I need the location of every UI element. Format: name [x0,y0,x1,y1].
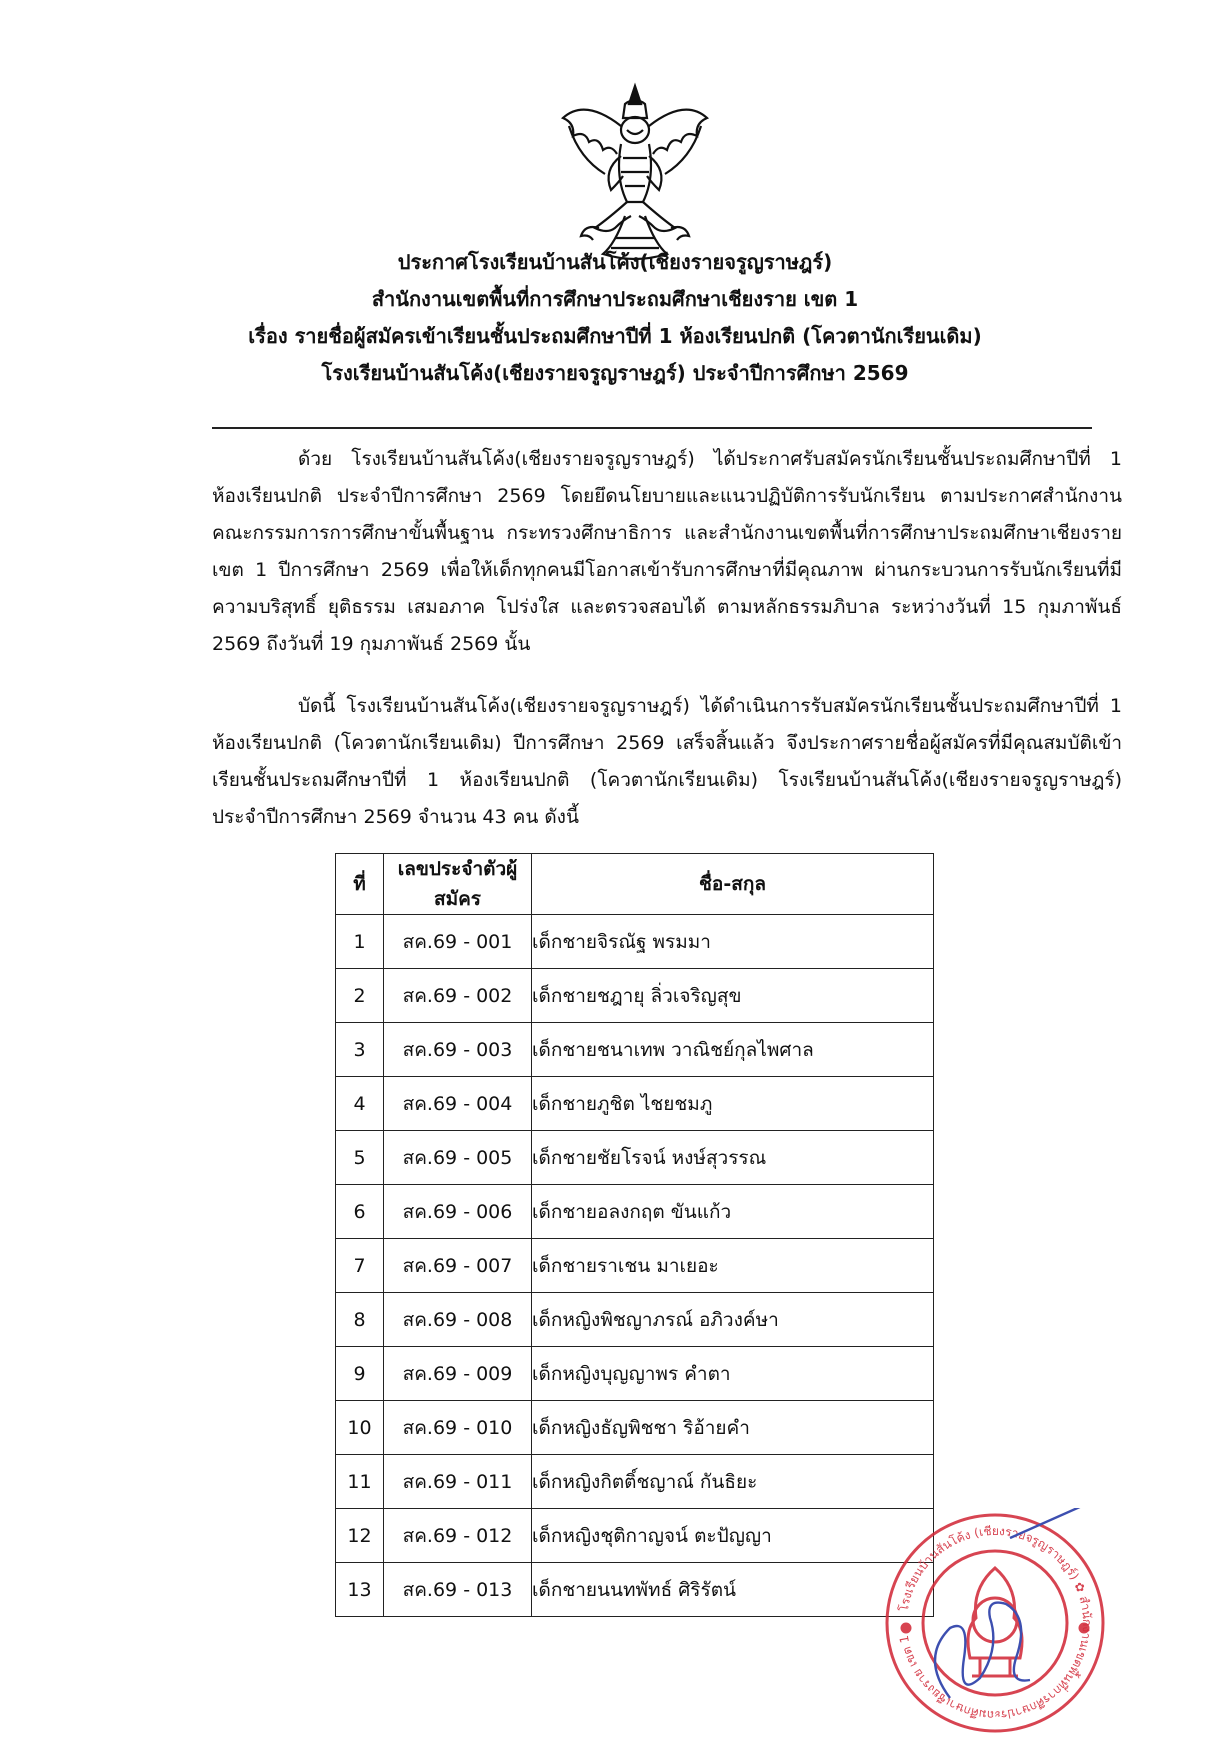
applicant-name: เด็กหญิงกิตติ์ชญาณ์ กันธิยะ [532,1455,934,1509]
row-number: 7 [336,1239,384,1293]
header-line-4: โรงเรียนบ้านสันโค้ง(เชียงรายจรูญราษฎร์) ประจำปีการศึกษา 2569 [321,361,909,385]
table-row [336,1131,934,1185]
applicant-name: เด็กชายราเชน มาเยอะ [532,1239,934,1293]
header-line-3: เรื่อง รายชื่อผู้สมัครเข้าเรียนชั้นประถมศึกษาปีที่ 1 ห้องเรียนปกติ (โควตานักเรียนเดิม) [248,324,982,348]
paragraph-1-text: ด้วย โรงเรียนบ้านสันโค้ง(เชียงรายจรูญราษฎร์) ได้ประกาศรับสมัครนักเรียนชั้นประถมศึกษาปีที่ 1 ห้องเรียนปกติ ประจำปีการศึกษา 2569 โดยยึดนโยบายและแนวปฏิบัติการรับนักเรียน ตามประกาศสำนักงานคณะกรรมการการศึกษาขั้นพื้นฐาน กระทรวงศึกษาธิการ และสำนักงานเขตพื้นที่การศึกษาประถมศึกษาเชียงราย เขต 1 ปีการศึกษา 2569 เพื่อให้เด็กทุกคนมีโอกาสเข้ารับการศึกษาที่มีคุณภาพ ผ่านกระบวนการรับนักเรียนที่มีความบริสุทธิ์ ยุติธรรม เสมอภาค โปร่งใส และตรวจสอบได้ ตามหลักธรรมภิบาล ระหว่างวันที่ 15 กุมภาพันธ์ 2569 ถึงวันที่ 19 กุมภาพันธ์ 2569 นั้น [212,448,1122,655]
applicant-id: สค.69 - 012 [384,1509,532,1563]
body-paragraph-2 [212,688,1122,836]
announcement-header [120,244,1110,392]
table-row [336,1455,934,1509]
school-seal-stamp [880,1508,1110,1738]
table-row [336,1563,934,1617]
table-body [336,915,934,1617]
table-row [336,1239,934,1293]
table-header-row [336,854,934,915]
row-number: 2 [336,969,384,1023]
row-number: 12 [336,1509,384,1563]
paragraph-2-text: บัดนี้ โรงเรียนบ้านสันโค้ง(เชียงรายจรูญราษฎร์) ได้ดำเนินการรับสมัครนักเรียนชั้นประถมศึกษาปีที่ 1 ห้องเรียนปกติ (โควตานักเรียนเดิม) ปีการศึกษา 2569 เสร็จสิ้นแล้ว จึงประกาศรายชื่อผู้สมัครที่มีคุณสมบัติเข้าเรียนชั้นประถมศึกษาปีที่ 1 ห้องเรียนปกติ (โควตานักเรียนเดิม) โรงเรียนบ้านสันโค้ง(เชียงรายจรูญราษฎร์) ประจำปีการศึกษา 2569 จำนวน 43 คน ดังนี้ [212,695,1122,828]
applicant-name: เด็กชายจิรณัฐ พรมมา [532,915,934,969]
row-number: 5 [336,1131,384,1185]
row-number: 6 [336,1185,384,1239]
applicant-name: เด็กหญิงธัญพิชชา ริอ้ายคำ [532,1401,934,1455]
table-row [336,915,934,969]
column-header-applicant-id: เลขประจำตัวผู้สมัคร [384,854,532,915]
applicant-id: สค.69 - 008 [384,1293,532,1347]
table-row [336,1347,934,1401]
applicant-id: สค.69 - 010 [384,1401,532,1455]
applicant-id: สค.69 - 011 [384,1455,532,1509]
applicant-name: เด็กหญิงพิชญาภรณ์ อภิวงค์ษา [532,1293,934,1347]
table-row [336,1401,934,1455]
applicant-table [335,853,934,1617]
applicant-id: สค.69 - 007 [384,1239,532,1293]
applicant-name: เด็กชายชฎายุ ลิ่วเจริญสุข [532,969,934,1023]
row-number: 13 [336,1563,384,1617]
applicant-id: สค.69 - 004 [384,1077,532,1131]
applicant-name: เด็กชายภูชิต ไชยชมภู [532,1077,934,1131]
applicant-id: สค.69 - 002 [384,969,532,1023]
table-row [336,1185,934,1239]
applicant-id: สค.69 - 005 [384,1131,532,1185]
column-header-no: ที่ [336,854,384,915]
header-line-2: สำนักงานเขตพื้นที่การศึกษาประถมศึกษาเชียงราย เขต 1 [371,287,859,311]
row-number: 10 [336,1401,384,1455]
row-number: 1 [336,915,384,969]
applicant-name: เด็กชายชนาเทพ วาณิชย์กุลไพศาล [532,1023,934,1077]
applicant-name: เด็กชายอลงกฤต ขันแก้ว [532,1185,934,1239]
table-row [336,1509,934,1563]
applicant-id: สค.69 - 003 [384,1023,532,1077]
applicant-name: เด็กชายชัยโรจน์ หงษ์สุวรรณ [532,1131,934,1185]
applicant-name: เด็กชายนนทพัทธ์ ศิริรัตน์ [532,1563,934,1617]
row-number: 3 [336,1023,384,1077]
header-line-1: ประกาศโรงเรียนบ้านสันโค้ง(เชียงรายจรูญราษฎร์) [397,250,833,274]
applicant-id: สค.69 - 001 [384,915,532,969]
svg-text:โรงเรียนบ้านสันโค้ง (เชียงรายจ: โรงเรียนบ้านสันโค้ง (เชียงรายจรูญราษฎร์) ✿ สำนักงานเขตพื้นที่การศึกษาประถมศึกษาเชียงราย เขต 1 [896,1523,1095,1723]
column-header-name: ชื่อ-สกุล [532,854,934,915]
table-row [336,1023,934,1077]
body-paragraph-1 [212,441,1122,663]
table-row [336,969,934,1023]
table-row [336,1293,934,1347]
applicant-id: สค.69 - 009 [384,1347,532,1401]
row-number: 11 [336,1455,384,1509]
applicant-id: สค.69 - 006 [384,1185,532,1239]
header-divider [212,427,1092,429]
applicant-name: เด็กหญิงบุญญาพร คำตา [532,1347,934,1401]
applicant-name: เด็กหญิงชุติกาญจน์ ตะปัญญา [532,1509,934,1563]
row-number: 9 [336,1347,384,1401]
row-number: 4 [336,1077,384,1131]
row-number: 8 [336,1293,384,1347]
applicant-id: สค.69 - 013 [384,1563,532,1617]
garuda-emblem [555,78,715,268]
table-row [336,1077,934,1131]
